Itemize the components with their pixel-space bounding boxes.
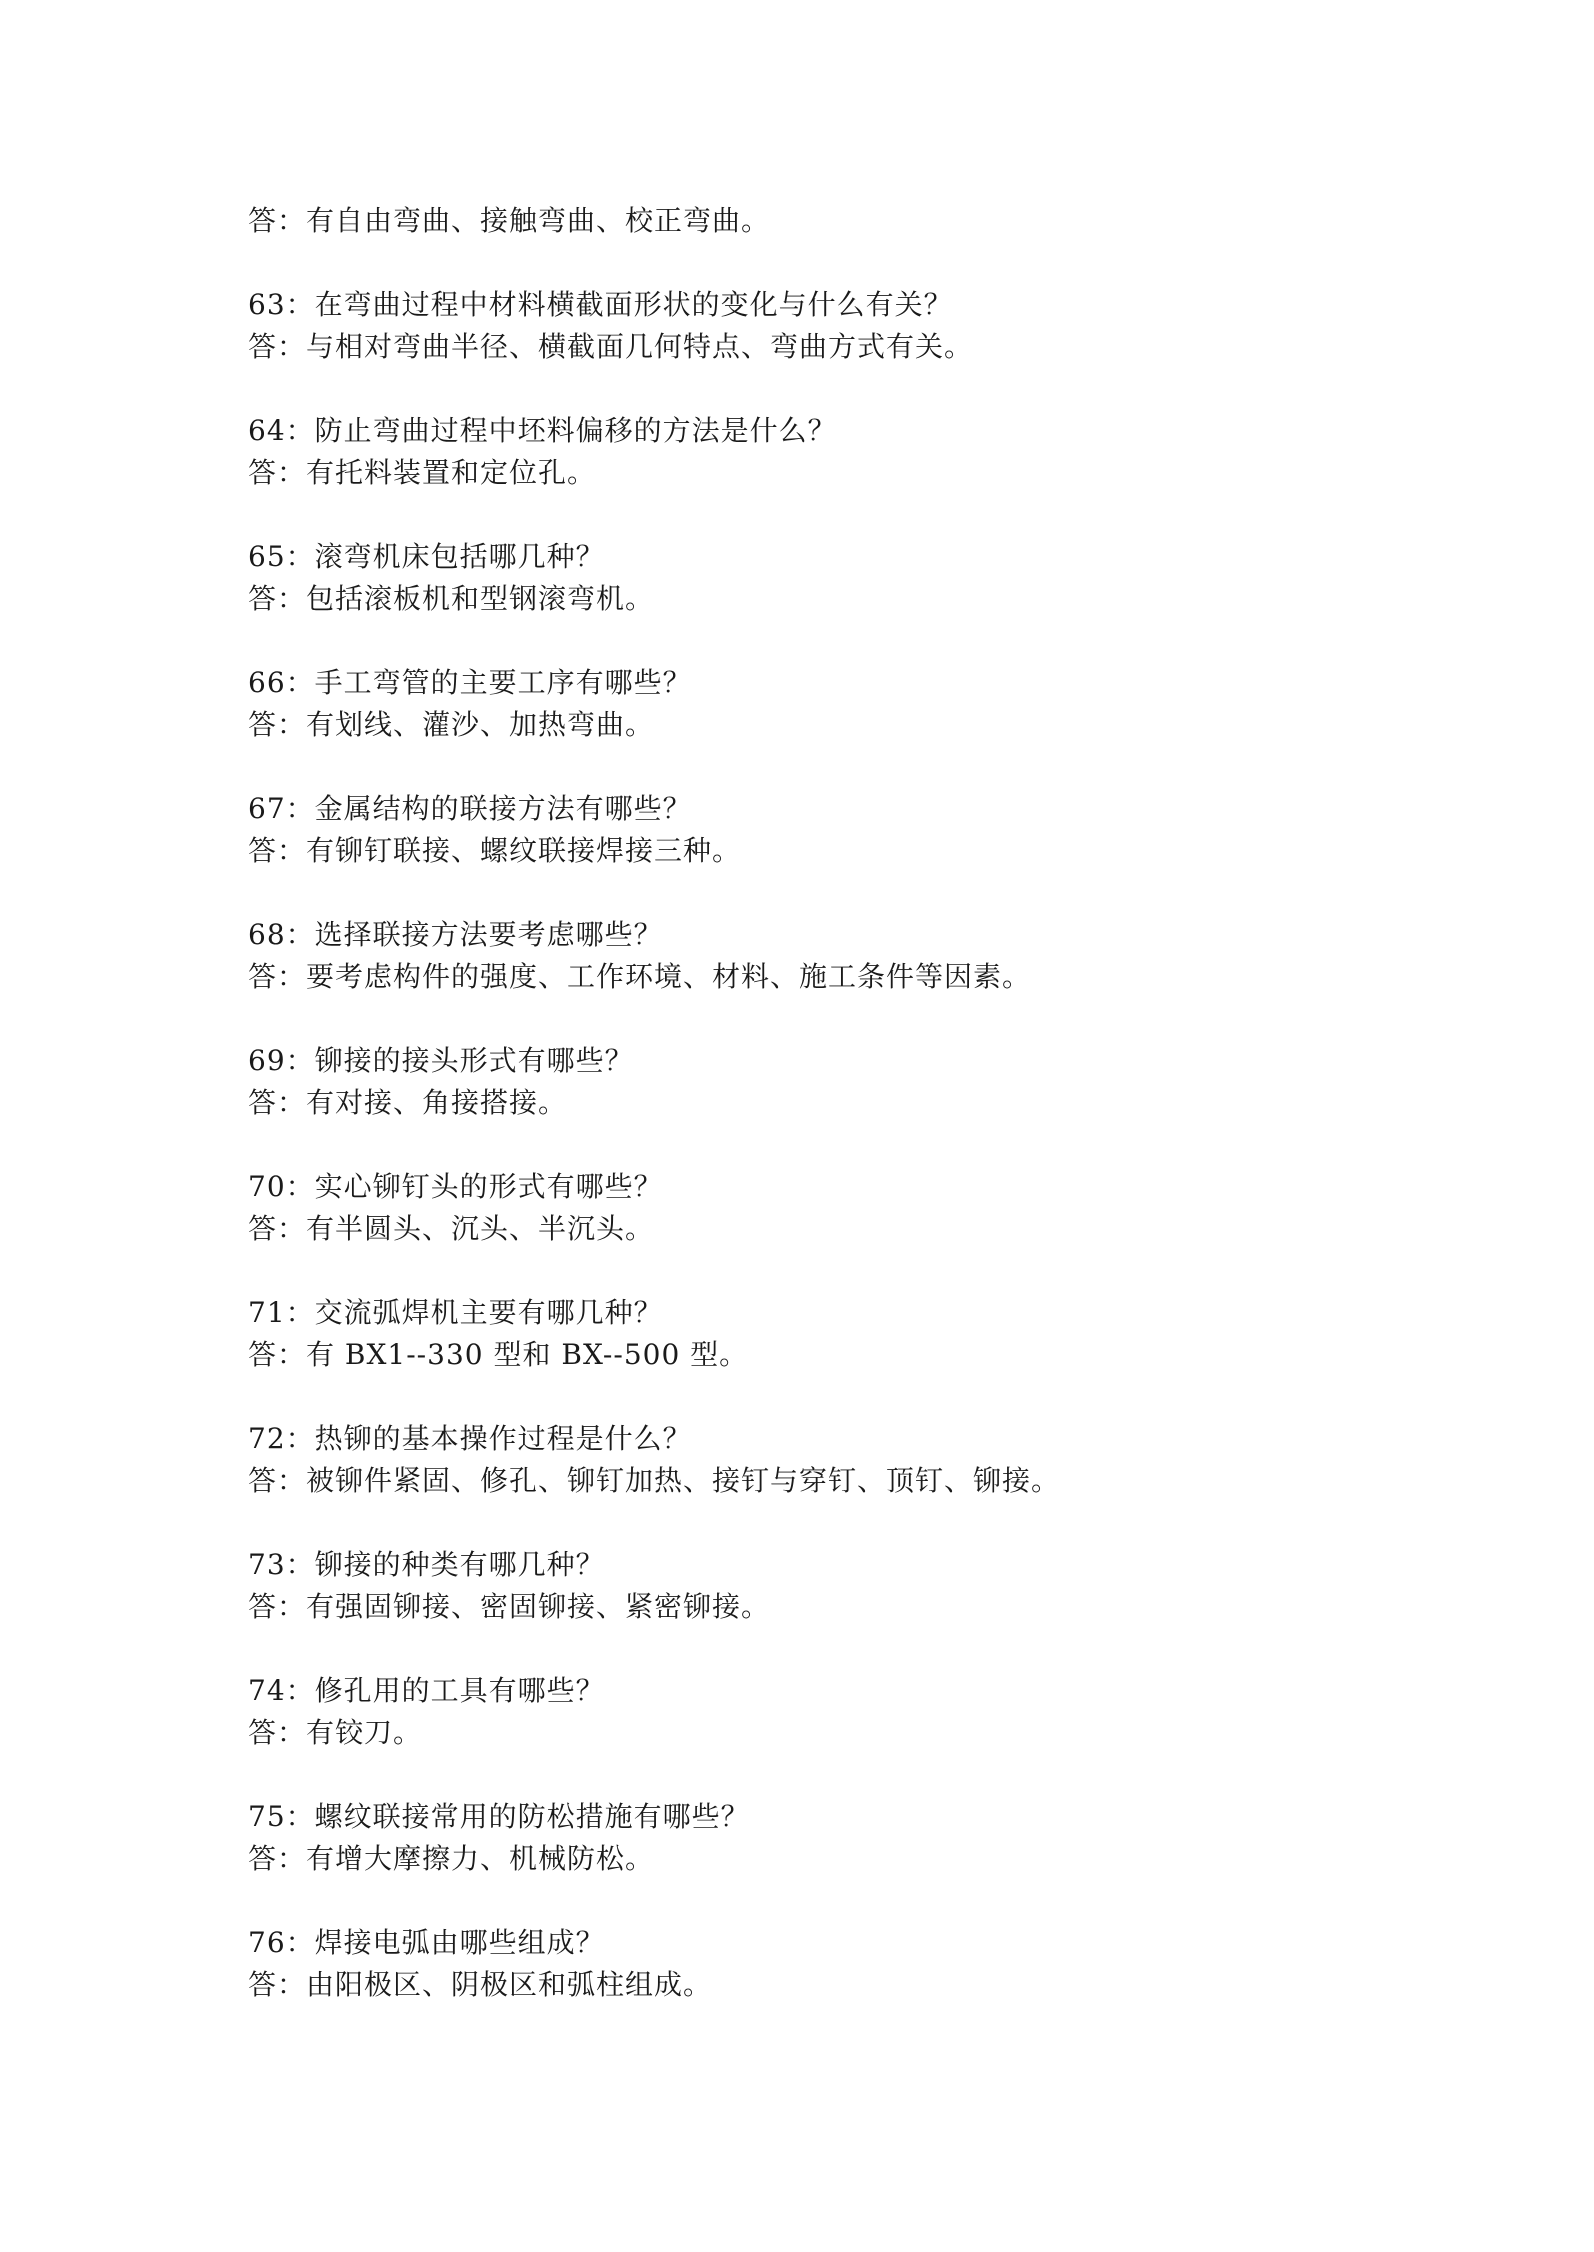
qa-item-76 xyxy=(248,1922,1448,2006)
answer-text: 答：有增大摩擦力、机械防松。 xyxy=(248,1842,655,1875)
qa-item-65 xyxy=(248,536,1448,620)
question-text: 71：交流弧焊机主要有哪几种？ xyxy=(248,1296,663,1329)
question-text: 65：滚弯机床包括哪几种？ xyxy=(248,540,605,573)
question-text: 63：在弯曲过程中材料横截面形状的变化与什么有关？ xyxy=(248,288,953,321)
question-text: 75：螺纹联接常用的防松措施有哪些？ xyxy=(248,1800,750,1833)
answer-text: 答：有自由弯曲、接触弯曲、校正弯曲。 xyxy=(248,204,771,237)
question-text: 69：铆接的接头形式有哪些？ xyxy=(248,1044,634,1077)
qa-item-64 xyxy=(248,410,1448,494)
answer-text: 答：要考虑构件的强度、工作环境、材料、施工条件等因素。 xyxy=(248,960,1032,993)
qa-item-73 xyxy=(248,1544,1448,1628)
answer-text: 答：有铰刀。 xyxy=(248,1716,423,1749)
qa-item-71 xyxy=(248,1292,1448,1376)
qa-item-66 xyxy=(248,662,1448,746)
question-text: 66：手工弯管的主要工序有哪些？ xyxy=(248,666,692,699)
question-text: 68：选择联接方法要考虑哪些？ xyxy=(248,918,663,951)
question-text: 70：实心铆钉头的形式有哪些？ xyxy=(248,1170,663,1203)
answer-text: 答：有托料装置和定位孔。 xyxy=(248,456,597,489)
question-text: 64：防止弯曲过程中坯料偏移的方法是什么？ xyxy=(248,414,837,447)
qa-item-63 xyxy=(248,284,1448,368)
qa-item-lead xyxy=(248,200,1448,242)
answer-text: 答：与相对弯曲半径、横截面几何特点、弯曲方式有关。 xyxy=(248,330,974,363)
answer-text: 答：被铆件紧固、修孔、铆钉加热、接钉与穿钉、顶钉、铆接。 xyxy=(248,1464,1061,1497)
qa-item-69 xyxy=(248,1040,1448,1124)
question-text: 74：修孔用的工具有哪些？ xyxy=(248,1674,605,1707)
qa-item-74 xyxy=(248,1670,1448,1754)
answer-text: 答：有半圆头、沉头、半沉头。 xyxy=(248,1212,655,1245)
answer-text: 答：有铆钉联接、螺纹联接焊接三种。 xyxy=(248,834,742,867)
answer-text: 答：由阳极区、阴极区和弧柱组成。 xyxy=(248,1968,713,2001)
qa-item-68 xyxy=(248,914,1448,998)
answer-text: 答：有强固铆接、密固铆接、紧密铆接。 xyxy=(248,1590,771,1623)
answer-text: 答：有划线、灌沙、加热弯曲。 xyxy=(248,708,655,741)
question-text: 73：铆接的种类有哪几种？ xyxy=(248,1548,605,1581)
qa-item-67 xyxy=(248,788,1448,872)
qa-item-75 xyxy=(248,1796,1448,1880)
question-text: 72：热铆的基本操作过程是什么？ xyxy=(248,1422,692,1455)
qa-item-70 xyxy=(248,1166,1448,1250)
qa-item-72 xyxy=(248,1418,1448,1502)
question-text: 67：金属结构的联接方法有哪些？ xyxy=(248,792,692,825)
qa-content xyxy=(248,200,1448,2006)
question-text: 76：焊接电弧由哪些组成？ xyxy=(248,1926,605,1959)
answer-text: 答：有 BX1--330 型和 BX--500 型。 xyxy=(248,1338,749,1371)
answer-text: 答：有对接、角接搭接。 xyxy=(248,1086,568,1119)
answer-text: 答：包括滚板机和型钢滚弯机。 xyxy=(248,582,655,615)
